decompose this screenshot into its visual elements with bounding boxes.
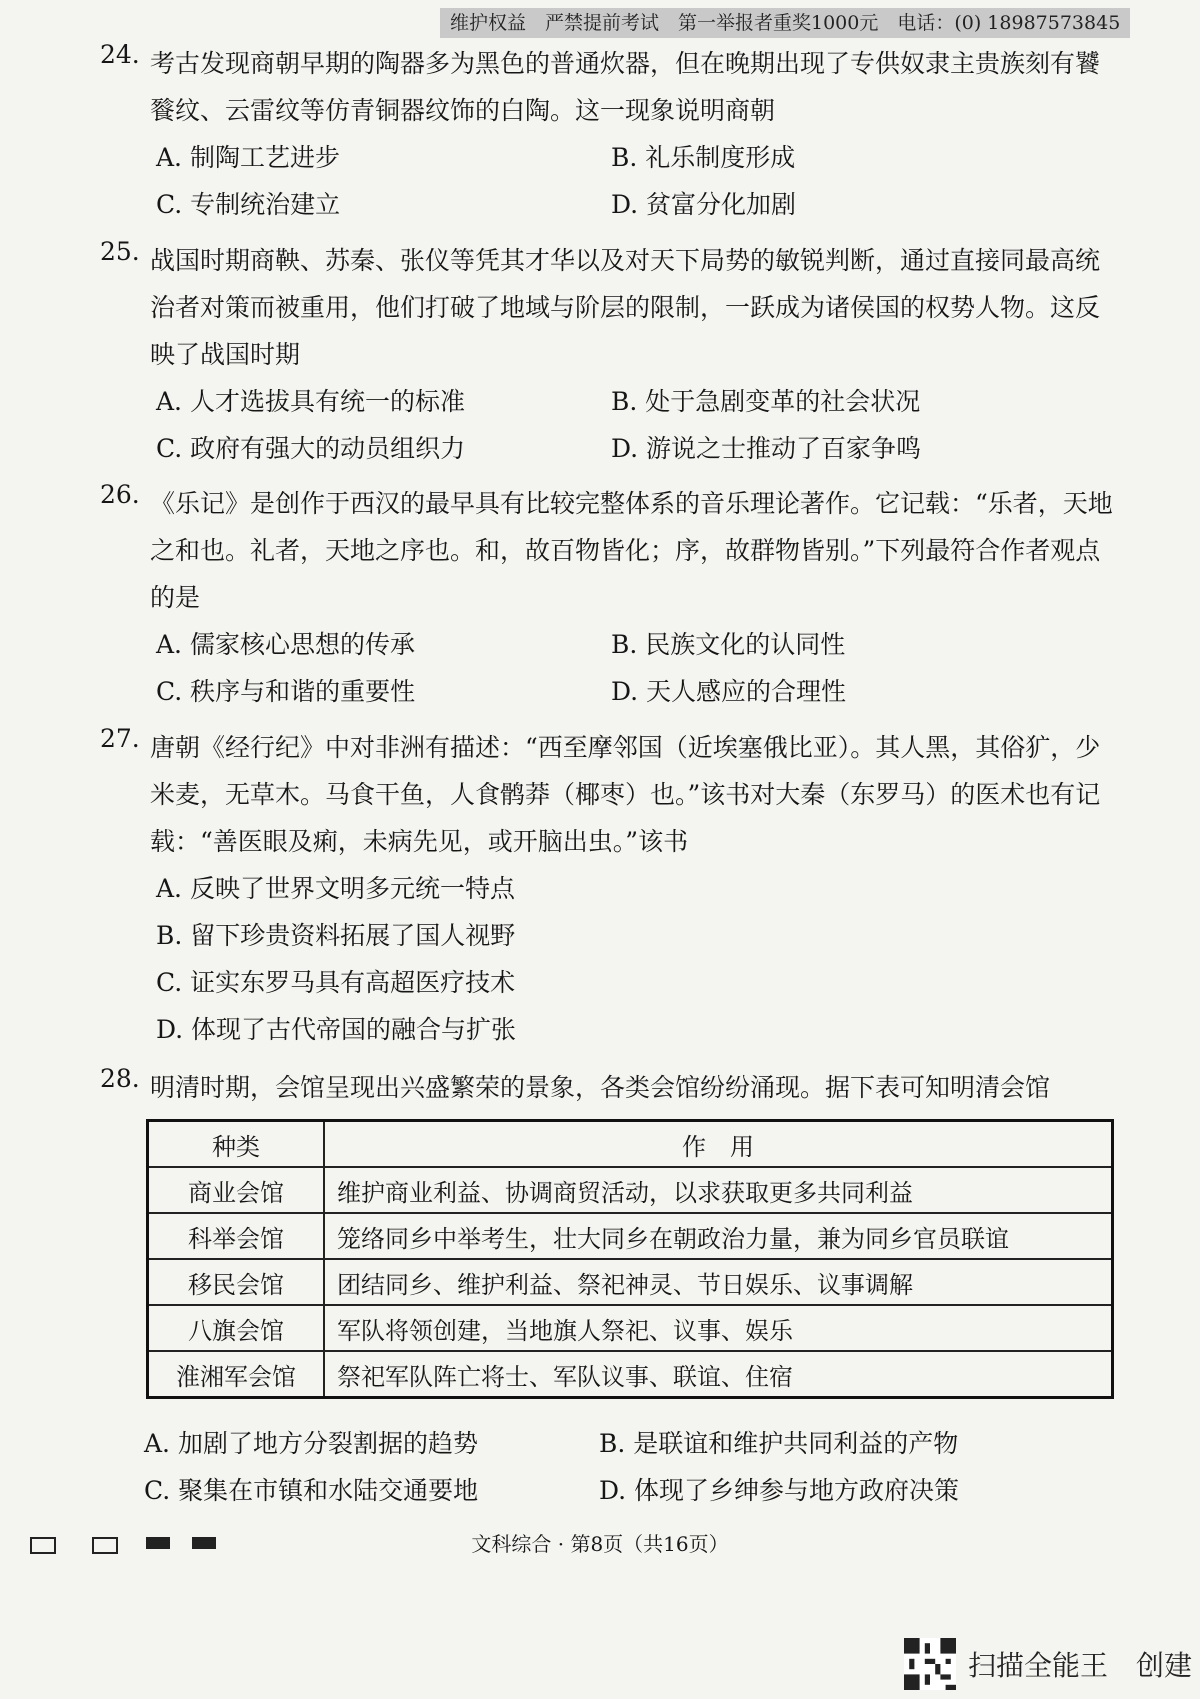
header-banner: 维护权益 严禁提前考试 第一举报者重奖1000元 电话：(0) 18987573845: [440, 8, 1130, 38]
option-c: C. 专制统治建立: [156, 190, 341, 219]
option-c: C. 政府有强大的动员组织力: [156, 434, 466, 463]
option-b: B. 处于急剧变革的社会状况: [611, 387, 921, 416]
table-header: 作 用: [324, 1121, 1113, 1168]
question-25: [100, 237, 1120, 472]
table-cell: 八旗会馆: [148, 1305, 325, 1351]
table-row: [148, 1259, 1113, 1305]
question-stem: 《乐记》是创作于西汉的最早具有比较完整体系的音乐理论著作。它记载：“乐者，天地之和也。礼者，天地之序也。和，故百物皆化；序，故群物皆别。”下列最符合作者观点的是: [150, 489, 1113, 612]
question-number: 25.: [100, 237, 140, 266]
question-number: 26.: [100, 480, 140, 509]
scanner-label: 扫描全能王 创建: [968, 1649, 1193, 1682]
table-row: [148, 1167, 1113, 1213]
table-cell: 祭祀军队阵亡将士、军队议事、联谊、住宿: [324, 1351, 1113, 1398]
question-stem: 明清时期，会馆呈现出兴盛繁荣的景象，各类会馆纷纷涌现。据下表可知明清会馆: [150, 1073, 1051, 1102]
option-d: D. 天人感应的合理性: [611, 677, 847, 706]
question-24: [100, 40, 1120, 228]
option-a: A. 加剧了地方分裂割据的趋势: [144, 1429, 478, 1458]
guild-table: [146, 1119, 1114, 1399]
table-cell: 移民会馆: [148, 1259, 325, 1305]
option-b: B. 民族文化的认同性: [611, 630, 846, 659]
option-d: D. 贫富分化加剧: [611, 190, 797, 219]
table-cell: 军队将领创建，当地旗人祭祀、议事、娱乐: [324, 1305, 1113, 1351]
options: [144, 1420, 1120, 1514]
table-cell: 团结同乡、维护利益、祭祀神灵、节日娱乐、议事调解: [324, 1259, 1113, 1305]
question-27: [100, 724, 1120, 1053]
table-cell: 科举会馆: [148, 1213, 325, 1259]
table-row: [148, 1351, 1113, 1398]
question-stem: 战国时期商鞅、苏秦、张仪等凭其才华以及对天下局势的敏锐判断，通过直接同最高统治者对策而被重用，他们打破了地域与阶层的限制，一跃成为诸侯国的权势人物。这反映了战国时期: [150, 246, 1101, 369]
options: [156, 865, 1120, 1053]
option-c: C. 证实东罗马具有高超医疗技术: [156, 968, 516, 997]
options: [156, 378, 1120, 472]
options: [156, 134, 1120, 228]
table-cell: 淮湘军会馆: [148, 1351, 325, 1398]
options: [156, 621, 1120, 715]
question-28-options: [100, 1420, 1120, 1514]
option-d: D. 体现了乡绅参与地方政府决策: [599, 1476, 960, 1505]
question-stem: 考古发现商朝早期的陶器多为黑色的普通炊器，但在晚期出现了专供奴隶主贵族刻有饕餮纹、云雷纹等仿青铜器纹饰的白陶。这一现象说明商朝: [150, 49, 1101, 125]
option-a: A. 儒家核心思想的传承: [156, 630, 415, 659]
option-d: D. 游说之士推动了百家争鸣: [611, 434, 922, 463]
option-a: A. 人才选拔具有统一的标准: [156, 387, 465, 416]
table-header-row: [148, 1121, 1113, 1168]
table-header: 种类: [148, 1121, 325, 1168]
question-26: [100, 480, 1120, 715]
table-row: [148, 1213, 1113, 1259]
question-number: 24.: [100, 40, 140, 69]
question-number: 28.: [100, 1064, 140, 1093]
question-number: 27.: [100, 724, 140, 753]
option-a: A. 制陶工艺进步: [156, 143, 340, 172]
option-d: D. 体现了古代帝国的融合与扩张: [156, 1015, 517, 1044]
option-b: B. 留下珍贵资料拓展了国人视野: [156, 921, 516, 950]
question-28: [100, 1064, 1120, 1111]
table-cell: 商业会馆: [148, 1167, 325, 1213]
qr-code-icon: [904, 1638, 956, 1690]
option-c: C. 秩序与和谐的重要性: [156, 677, 416, 706]
option-c: C. 聚集在市镇和水陆交通要地: [144, 1476, 479, 1505]
option-a: A. 反映了世界文明多元统一特点: [156, 874, 515, 903]
page-footer: 文科综合 · 第8页（共16页）: [471, 1532, 729, 1556]
scanner-watermark: [904, 1638, 1192, 1690]
table-cell: 笼络同乡中举考生，壮大同乡在朝政治力量，兼为同乡官员联谊: [324, 1213, 1113, 1259]
table-row: [148, 1305, 1113, 1351]
option-b: B. 礼乐制度形成: [611, 143, 796, 172]
question-stem: 唐朝《经行纪》中对非洲有描述：“西至摩邻国（近埃塞俄比亚）。其人黑，其俗犷，少米麦，无草木。马食干鱼，人食鹘莽（椰枣）也。”该书对大秦（东罗马）的医术也有记载：“善医眼及痢，未病先见，或开脑出虫。”该书: [150, 733, 1101, 856]
option-b: B. 是联谊和维护共同利益的产物: [599, 1429, 959, 1458]
table-cell: 维护商业利益、协调商贸活动，以求获取更多共同利益: [324, 1167, 1113, 1213]
